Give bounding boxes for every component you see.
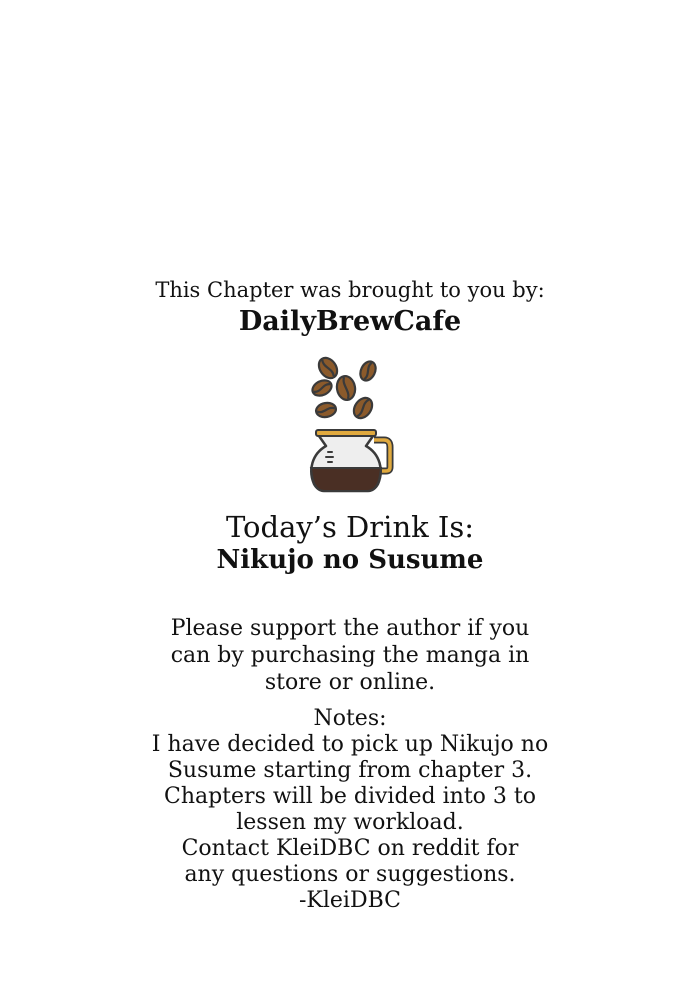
coffee-bean-icon: [335, 375, 357, 402]
signature: -KleiDBC: [298, 888, 401, 913]
coffee-bean-icon: [310, 377, 334, 398]
coffee-bean-icon: [357, 359, 378, 383]
notes-line: Contact KleiDBC on reddit for: [181, 836, 519, 861]
notes-line: Susume starting from chapter 3.: [167, 758, 533, 783]
notes-title: Notes:: [313, 706, 387, 731]
coffee-bean-icon: [315, 354, 341, 381]
brought-by-text: This Chapter was brought to you by:: [155, 278, 545, 302]
notes-line: Chapters will be divided into 3 to: [163, 784, 536, 809]
coffee-pot-with-beans-icon: [300, 352, 400, 498]
coffee-bean-icon: [350, 394, 376, 421]
drink-name: Nikujo no Susume: [216, 545, 484, 575]
support-line: can by purchasing the manga in: [170, 643, 530, 668]
coffee-bean-icon: [315, 401, 337, 418]
notes-line: I have decided to pick up Nikujo no: [151, 732, 549, 757]
notes-line: any questions or suggestions.: [184, 862, 516, 887]
brand-name: DailyBrewCafe: [238, 306, 462, 337]
drink-heading: Today’s Drink Is:: [225, 510, 475, 544]
support-line: store or online.: [264, 670, 436, 695]
notes-line: lessen my workload.: [236, 810, 464, 835]
coffee-pot: [311, 430, 390, 491]
support-line: Please support the author if you: [170, 616, 530, 641]
coffee-beans: [310, 354, 379, 421]
